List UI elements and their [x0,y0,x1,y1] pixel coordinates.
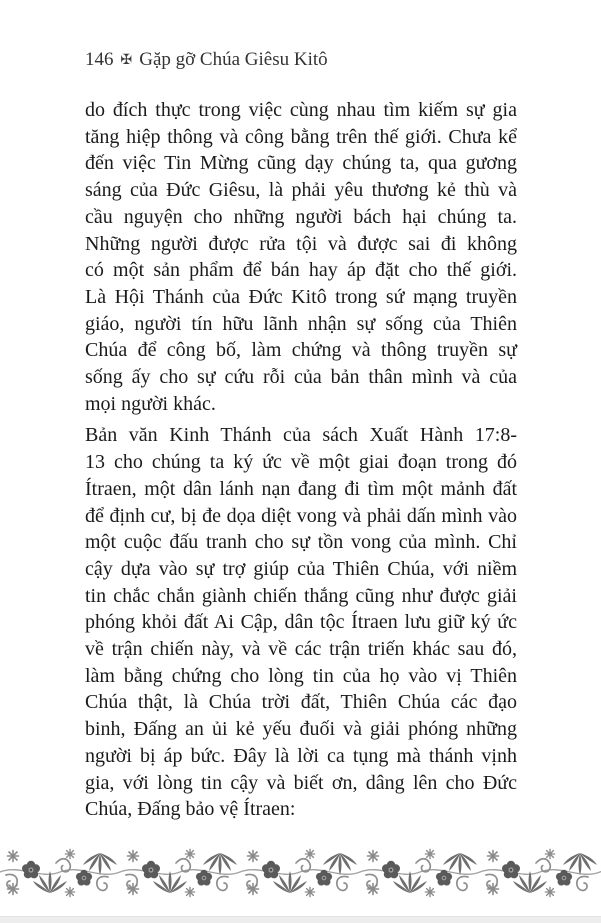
text-line: mọi người khác. [85,392,216,415]
maltese-cross-icon: ✠ [120,52,133,68]
bottom-edge-bar [0,916,601,923]
paragraph-2 [85,422,517,823]
text-line: có một sản phẩm để bán hay áp đặt cho thế giới. [85,259,517,282]
text-line: Chúa, Đấng bảo vệ Ítraen: [85,798,296,821]
text-line: một cuộc đấu tranh cho sự tồn vong của mình. Chỉ [85,531,517,554]
text-line: giáo, người tín hữu lãnh nhận sự sống của Thiên [85,312,517,335]
text-line: về trận chiến này, và về các trận triến khác sau đó, [85,638,517,661]
page-body [85,97,517,823]
text-line: để định cư, bị đe dọa diệt vong và phải dấn mình vào [85,504,517,527]
text-line: Những người được rửa tội và được sai đi không [85,232,517,255]
text-line: binh, Đấng an ủi kẻ yếu đuối và giải phóng những [85,718,517,741]
floral-border-ornament [0,845,601,901]
text-line: Chúa để công bố, làm chứng và thông truyền sự [85,339,517,362]
text-line: Là Hội Thánh của Đức Kitô trong sứ mạng truyền [85,285,517,308]
text-line: người bị áp bức. Đây là lời ca tụng mà thánh vịnh [85,744,517,767]
text-line: đến việc Tin Mừng cũng dạy chúng ta, qua gương [85,152,517,175]
text-line: sáng của Đức Giêsu, là phải yêu thương kẻ thù và [85,179,517,202]
text-line: phóng khỏi đất Ai Cập, dân tộc Ítraen lưu giữ ký ức [85,611,517,634]
text-line: cậy dựa vào sự trợ giúp của Thiên Chúa, với niềm [85,557,517,580]
text-line: sống ấy cho sự cứu rỗi của bản thân mình và của [85,366,517,389]
text-line: tăng hiệp thông và công bằng trên thế giới. Chưa kể [85,125,517,148]
text-line: gia, với lòng tin cậy và biết ơn, dâng lên cho Đức [85,771,517,794]
text-line: làm bằng chứng cho lòng tin của họ vào vị Thiên [85,664,517,687]
text-line: 13 cho chúng ta ký ức về một giai đoạn trong đó [85,451,517,474]
page-header [85,49,328,71]
page-number: 146 [85,49,114,70]
text-line: Chúa thật, là Chúa trời đất, Thiên Chúa các đạo [85,691,517,714]
text-line: do đích thực trong việc cùng nhau tìm kiếm sự gia [85,99,517,121]
text-line: tin chắc chắn giành chiến thắng cũng như được giải [85,584,517,607]
book-title: Gặp gỡ Chúa Giêsu Kitô [139,49,328,70]
text-line: Ítraen, một dân lánh nạn đang đi tìm một mảnh đất [85,477,517,500]
paragraph-1 [85,97,517,417]
text-line: cầu nguyện cho những người bách hại chúng ta. [85,205,517,228]
text-line: Bản văn Kinh Thánh của sách Xuất Hành 17:8- [85,424,517,447]
